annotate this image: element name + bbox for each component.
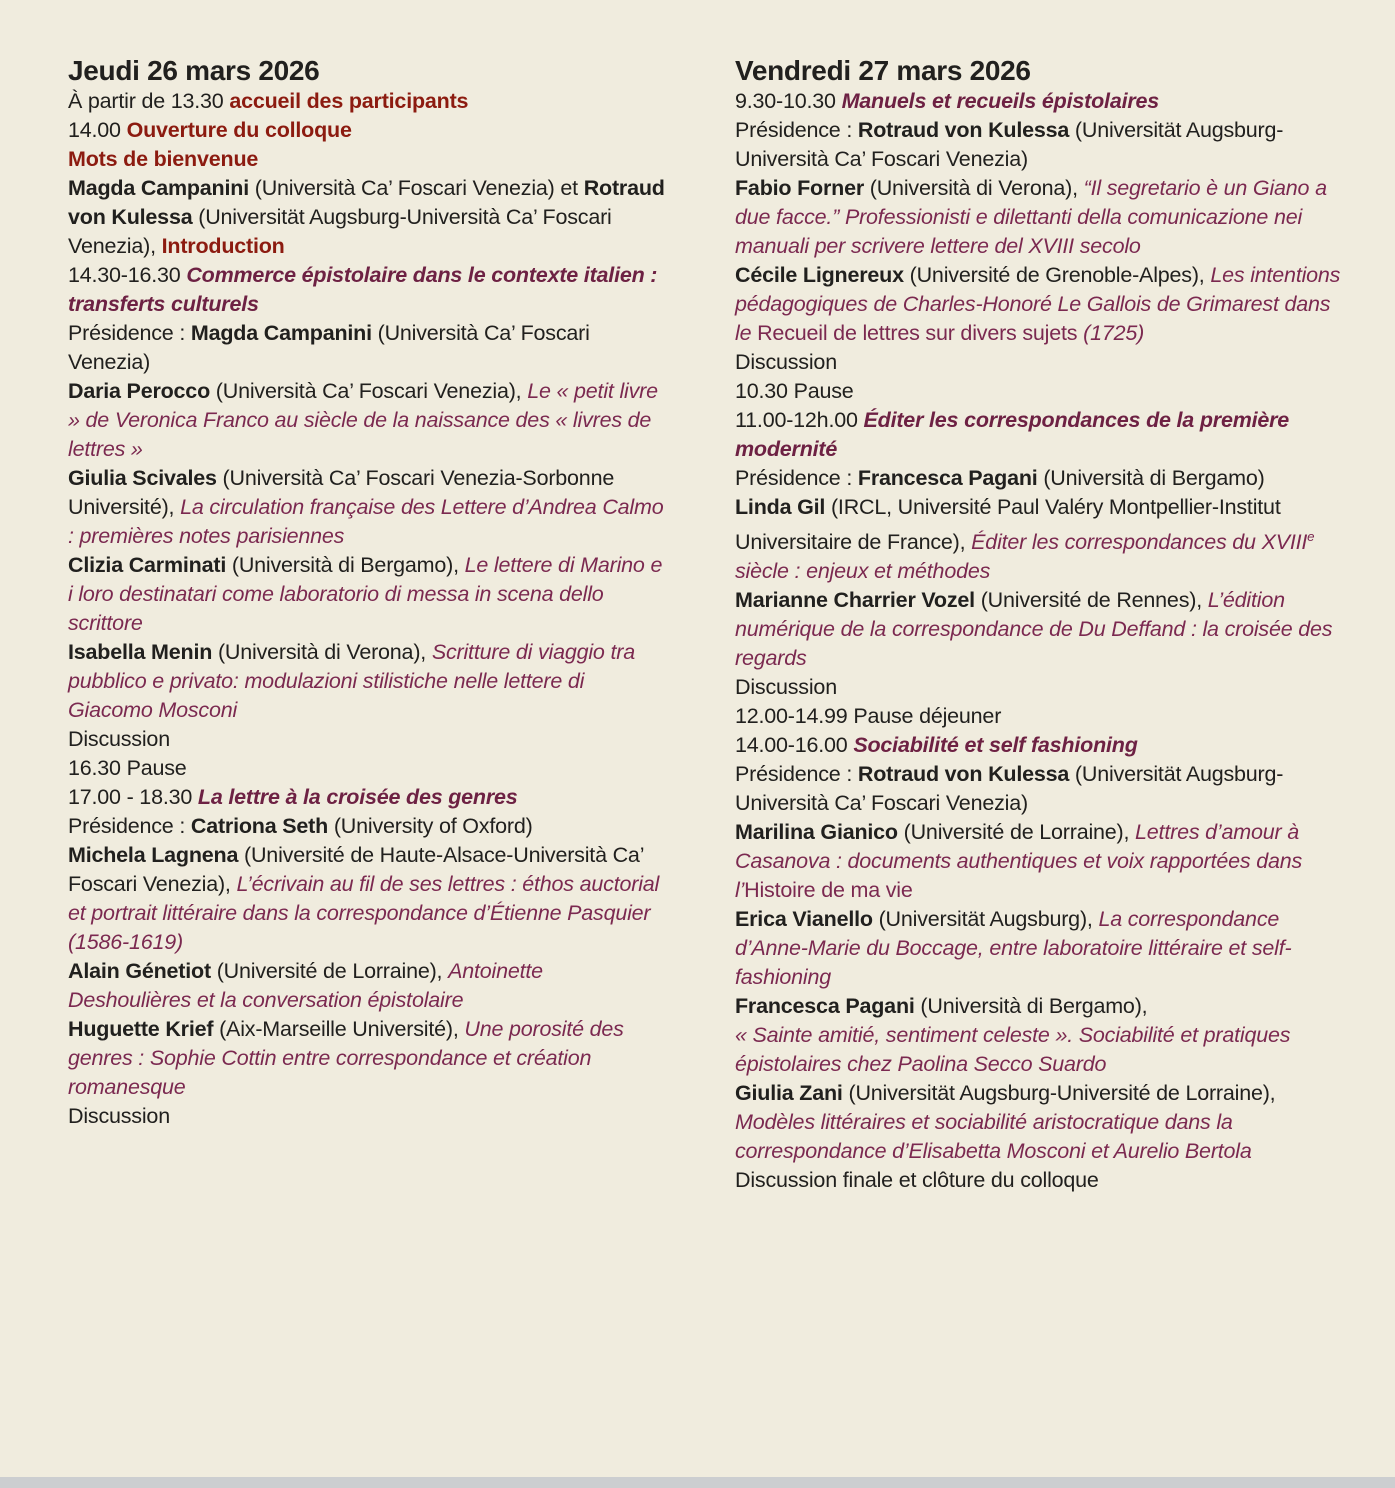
program-line: [68, 464, 668, 551]
text-run: (Università di Bergamo),: [914, 994, 1148, 1019]
talk-title: Les intentions pédagogiques de Charles-Honoré Le Gallois de Grimarest dans le: [735, 263, 1341, 345]
day-title-text: Jeudi 26 mars 2026: [68, 55, 320, 86]
program-line: [68, 319, 668, 377]
program-line: [68, 957, 668, 1015]
talk-title: Scritture di viaggio tra pubblico e privato: modulazioni stilistiche nelle lettere di Giacomo Mosconi: [68, 640, 635, 722]
talk-title: Antoinette Deshoulières et la conversation épistolaire: [68, 959, 543, 1012]
speaker-name: Daria Perocco: [68, 379, 211, 403]
speaker-name: Huguette Krief: [68, 1017, 214, 1041]
text-run: (Università Ca’ Foscari Venezia): [68, 321, 590, 374]
speaker-name: Clizia Carminati: [68, 553, 227, 577]
session-title: Manuels et recueils épistolaires: [841, 89, 1160, 113]
text-run: Présidence :: [68, 814, 191, 838]
text-run: (Université de Lorraine),: [897, 820, 1136, 845]
text-run: 14.30-16.30: [68, 263, 187, 287]
speaker-name: Isabella Menin: [68, 640, 213, 664]
text-run: (Universität Augsburg),: [872, 907, 1099, 932]
text-run: (Université de Grenoble-Alpes),: [903, 263, 1211, 287]
program-line: [68, 783, 668, 812]
text-run: (Université de Lorraine),: [210, 959, 449, 983]
session-title: Éditer les correspondances de la première modernité: [735, 408, 1290, 461]
text-run: Présidence :: [735, 118, 858, 142]
program-line: [735, 731, 1341, 760]
session-title: Sociabilité et self fashioning: [853, 733, 1138, 758]
program-line: [735, 905, 1341, 992]
program-line: [735, 673, 1341, 702]
highlight-label: accueil des participants: [229, 89, 469, 113]
text-run: 10.30 Pause: [735, 379, 854, 403]
speaker-name: Giulia Scivales: [68, 466, 217, 490]
program-line: [735, 702, 1341, 731]
session-title: Commerce épistolaire dans le contexte italien : transferts culturels: [68, 263, 658, 316]
text-run: Discussion: [735, 675, 837, 700]
work-title: Histoire de ma vie: [744, 878, 913, 903]
text-run: Présidence :: [68, 321, 191, 345]
text-run: Discussion finale et clôture du colloque: [735, 1168, 1099, 1193]
talk-title: Le lettere di Marino e i loro destinatari come laboratorio di messa in scena dello scrittore: [68, 553, 663, 635]
speaker-name: Magda Campanini: [190, 321, 372, 345]
text-run: 14.00-16.00: [735, 733, 854, 758]
program-line: [68, 1102, 668, 1131]
program-line: [735, 261, 1341, 348]
highlight-label: Mots de bienvenue: [68, 147, 259, 171]
text-run: (Università Ca’ Foscari Venezia),: [210, 379, 528, 403]
talk-title: Le « petit livre » de Veronica Franco au siècle de la naissance des « livres de lettres »: [68, 379, 658, 461]
talk-title: “Il segretario è un Giano a due facce.” Professionisti e dilettanti della comunicazione nei manuali per scrivere lettere del XVIII secolo: [735, 176, 1327, 258]
text-run: Discussion: [68, 727, 170, 751]
speaker-name: Magda Campanini: [68, 176, 249, 200]
program-line: [735, 87, 1341, 116]
program-line: [68, 1015, 668, 1102]
text-run: (Universität Augsburg-Université de Lorraine),: [842, 1081, 1276, 1106]
program-line: [68, 812, 668, 841]
text-run: Présidence :: [735, 466, 858, 490]
program-line: [68, 754, 668, 783]
program-line: [735, 992, 1341, 1079]
talk-title: (1725): [1083, 321, 1145, 345]
ordinal-superscript: e: [1307, 529, 1315, 544]
program-line: [735, 406, 1341, 464]
talk-title: L’écrivain au fil de ses lettres : éthos auctorial et portrait littéraire dans la correspondance d’Étienne Pasquier (1586-1619): [68, 872, 660, 954]
program-line: [735, 348, 1341, 377]
talk-title: Une porosité des genres : Sophie Cottin entre correspondance et création romanesque: [68, 1017, 624, 1099]
program-line: [68, 87, 668, 116]
text-run: (Aix-Marseille Université),: [213, 1017, 465, 1041]
program-line: [68, 174, 668, 261]
work-title: Recueil de lettres sur divers sujets: [757, 321, 1078, 345]
program-line: [68, 145, 668, 174]
program-column-friday: [735, 54, 1341, 1195]
program-line: [68, 841, 668, 957]
text-run: Discussion: [735, 350, 837, 374]
speaker-name: Francesca Pagani: [857, 466, 1038, 490]
highlight-label: Introduction: [161, 234, 285, 258]
speaker-name: Francesca Pagani: [735, 994, 915, 1019]
text-run: 17.00 - 18.30: [68, 785, 198, 809]
speaker-name: Catriona Seth: [190, 814, 329, 838]
program-line: [68, 638, 668, 725]
speaker-name: Fabio Forner: [735, 176, 864, 200]
speaker-name: Rotraud von Kulessa: [68, 176, 665, 229]
text-run: (Università di Verona),: [864, 176, 1084, 200]
text-run: (University of Oxford): [328, 814, 533, 838]
program-line: [735, 586, 1341, 673]
text-run: À partir de 13.30: [68, 89, 230, 113]
highlight-label: Ouverture du colloque: [126, 118, 352, 142]
text-run: (Université de Rennes),: [974, 588, 1208, 613]
text-run: (Università di Verona),: [212, 640, 432, 664]
text-run: 12.00-14.99 Pause déjeuner: [735, 704, 1002, 729]
text-run: 11.00-12h.00: [735, 408, 864, 432]
text-run: (Università di Bergamo),: [226, 553, 465, 577]
talk-title: « Sainte amitié, sentiment celeste ». Sociabilité et pratiques épistolaires chez Paolina Secco Suardo: [735, 1023, 1291, 1077]
speaker-name: Erica Vianello: [735, 907, 873, 932]
speaker-name: Michela Lagnena: [68, 843, 239, 867]
program-line: [735, 493, 1341, 586]
text-run: Présidence :: [735, 762, 858, 787]
speaker-name: Linda Gil: [735, 495, 826, 519]
program-line: [68, 725, 668, 754]
bottom-scrollbar-strip: [0, 1477, 1395, 1488]
program-line: [68, 377, 668, 464]
day-title-text: Vendredi 27 mars 2026: [735, 55, 1031, 86]
program-line: [735, 760, 1341, 818]
speaker-name: Marilina Gianico: [735, 820, 898, 845]
program-line: [735, 174, 1341, 261]
day-heading: [735, 54, 1341, 87]
program-line: [735, 116, 1341, 174]
speaker-name: Rotraud von Kulessa: [857, 762, 1070, 787]
text-run: 14.00: [68, 118, 127, 142]
speaker-name: Rotraud von Kulessa: [857, 118, 1070, 142]
speaker-name: Marianne Charrier Vozel: [735, 588, 975, 613]
speaker-name: Alain Génetiot: [68, 959, 211, 983]
text-run: (Universität Augsburg-Università Ca’ Foscari Venezia): [735, 762, 1284, 816]
talk-title: La circulation française des Lettere d’Andrea Calmo : premières notes parisiennes: [68, 495, 664, 548]
text-run: (Universität Augsburg-Università Ca’ Foscari Venezia),: [68, 205, 612, 258]
text-run: (Université de Haute-Alsace-Università Ca’ Foscari Venezia),: [68, 843, 644, 896]
program-line: [68, 261, 668, 319]
text-run: 9.30-10.30: [735, 89, 842, 113]
talk-title: siècle : enjeux et méthodes: [735, 559, 991, 584]
talk-title: Éditer les correspondances du XVIII: [971, 530, 1308, 555]
talk-title: L’édition numérique de la correspondance de Du Deffand : la croisée des regards: [735, 588, 1333, 671]
talk-title: Modèles littéraires et sociabilité aristocratique dans la correspondance d’Elisabetta Mosconi et Aurelio Bertola: [735, 1110, 1252, 1164]
speaker-name: Giulia Zani: [735, 1081, 843, 1106]
talk-title: La correspondance d’Anne-Marie du Boccage, entre laboratoire littéraire et self-fashioning: [735, 907, 1292, 990]
day-heading: [68, 54, 668, 87]
program-line: [735, 1166, 1341, 1195]
session-title: La lettre à la croisée des genres: [197, 785, 518, 809]
program-line: [68, 116, 668, 145]
text-run: (Università Ca’ Foscari Venezia) et: [248, 176, 584, 200]
program-line: [68, 551, 668, 638]
talk-title: Lettres d’amour à Casanova : documents authentiques et voix rapportées dans l’: [735, 820, 1303, 903]
program-line: [735, 377, 1341, 406]
program-line: [735, 818, 1341, 905]
text-run: (IRCL, Université Paul Valéry Montpellier-Institut Universitaire de France),: [735, 495, 1281, 555]
text-run: (Universität Augsburg-Università Ca’ Foscari Venezia): [735, 118, 1284, 171]
text-run: (Università di Bergamo): [1037, 466, 1265, 490]
program-line: [735, 1079, 1341, 1166]
text-run: (Università Ca’ Foscari Venezia-Sorbonne Université),: [68, 466, 615, 519]
program-column-thursday: [68, 54, 668, 1131]
program-line: [735, 464, 1341, 493]
text-run: 16.30 Pause: [68, 756, 187, 780]
text-run: Discussion: [68, 1104, 170, 1128]
speaker-name: Cécile Lignereux: [735, 263, 904, 287]
